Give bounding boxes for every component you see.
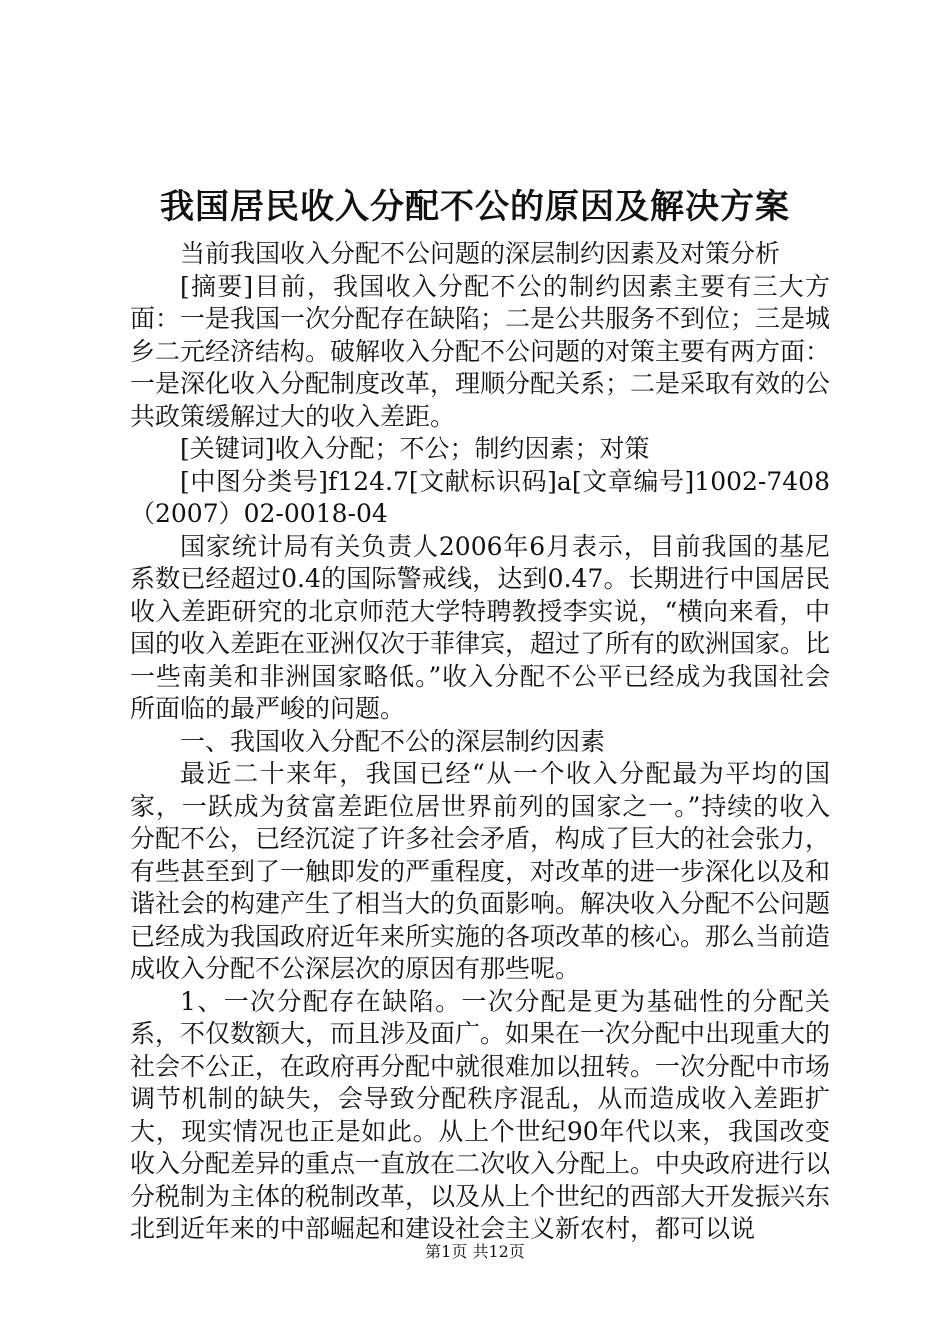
body-paragraph: 1、一次分配存在缺陷。一次分配是更为基础性的分配关系，不仅数额大，而且涉及面广。如果在一次分配中出现重大的社会不公正，在政府再分配中就很难加以扭转。一次分配中市场调节机制的缺失，会导致分配秩序混乱，从而造成收入差距扩大，现实情况也正是如此。从上个世纪90年代以来，我国改变收入分配差异的重点一直放在二次收入分配上。中央政府进行以分税制为主体的税制改革，以及从上个世纪的西部大开发振兴东北到近年来的中部崛起和建设社会主义新农村，都可以说 <box>130 986 831 1243</box>
classification-paragraph: [中图分类号]f124.7[文献标识码]a[文章编号]1002-7408（2007）02-0018-04 <box>130 466 830 528</box>
subtitle-paragraph: 当前我国收入分配不公问题的深层制约因素及对策分析 <box>180 239 781 268</box>
document-body <box>130 238 830 1246</box>
body-paragraph: 国家统计局有关负责人2006年6月表示，目前我国的基尼系数已经超过0.4的国际警戒线，达到0.47。长期进行中国居民收入差距研究的北京师范大学特聘教授李实说，“横向来看，中国的收入差距在亚洲仅次于菲律宾，超过了所有的欧洲国家。比一些南美和非洲国家略低。”收入分配不公平已经成为我国社会所面临的最严峻的问题。 <box>130 531 831 723</box>
section-heading: 一、我国收入分配不公的深层制约因素 <box>180 726 606 756</box>
body-paragraph: 最近二十来年，我国已经“从一个收入分配最为平均的国家，一跃成为贫富差距位居世界前列的国家之一。”持续的收入分配不公，已经沉淀了许多社会矛盾，构成了巨大的社会张力，有些甚至到了一触即发的严重程度，对改革的进一步深化以及和谐社会的构建产生了相当大的负面影响。解决收入分配不公问题已经成为我国政府近年来所实施的各项改革的核心。那么当前造成收入分配不公深层次的原因有那些呢。 <box>130 759 831 983</box>
keywords-paragraph: [关键词]收入分配；不公；制约因素；对策 <box>180 434 650 463</box>
document-title: 我国居民收入分配不公的原因及解决方案 <box>160 187 790 227</box>
page-indicator: 第1页 共12页 <box>425 1242 525 1261</box>
abstract-paragraph: [摘要]目前，我国收入分配不公的制约因素主要有三大方面：一是我国一次分配存在缺陷；二是公共服务不到位；三是城乡二元经济结构。破解收入分配不公问题的对策主要有两方面：一是深化收入分配制度改革，理顺分配关系；二是采取有效的公共政策缓解过大的收入差距。 <box>130 271 831 431</box>
